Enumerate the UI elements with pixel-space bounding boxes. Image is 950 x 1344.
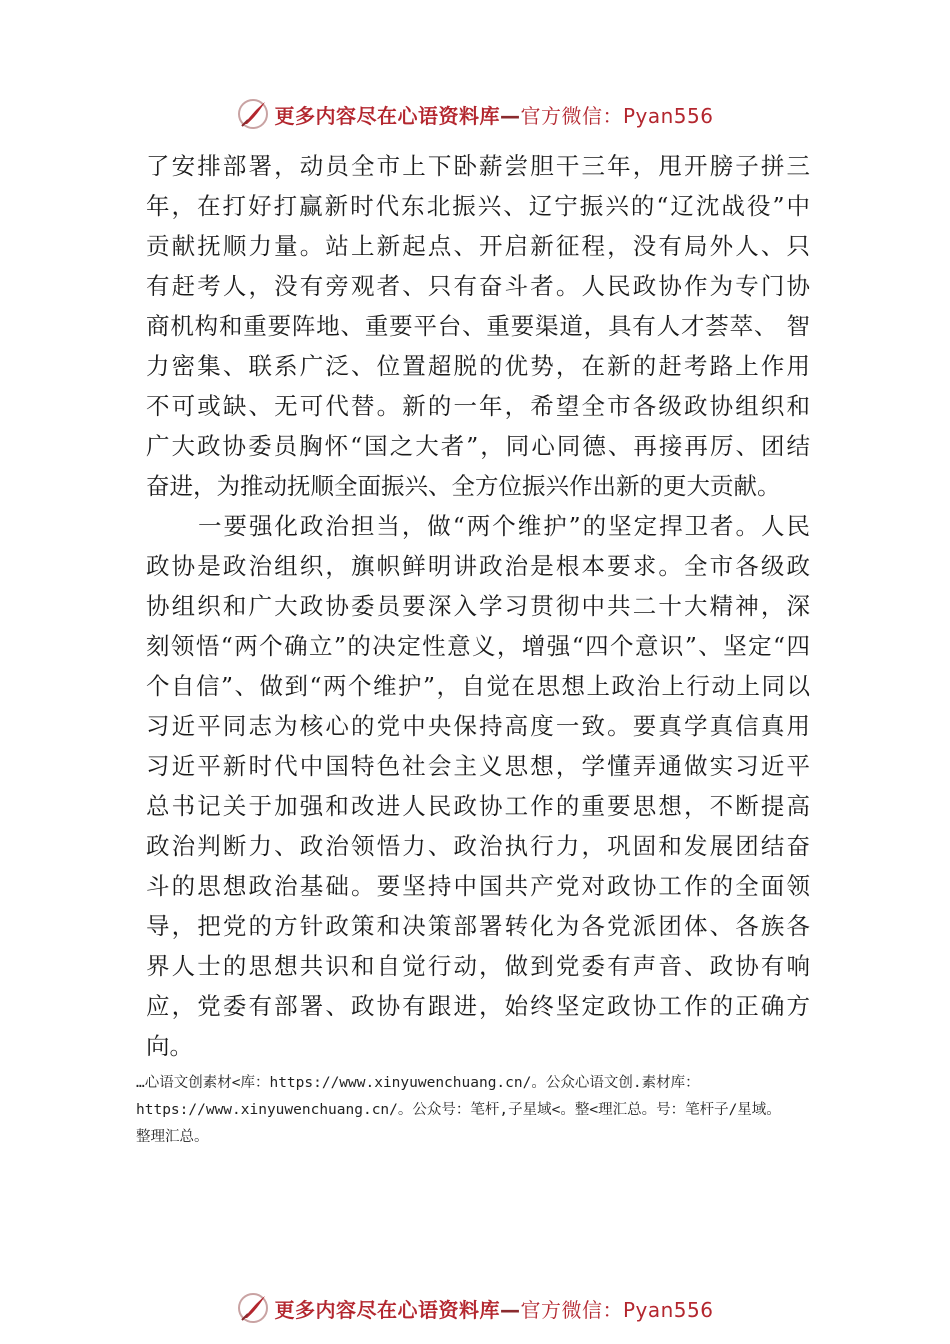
paragraph-line: 年，在打好打赢新时代东北振兴、辽宁振兴的“辽沈战役”中 [146, 192, 810, 220]
paragraph-line: 有赶考人，没有旁观者、只有奋斗者。人民政协作为专门协 [146, 272, 810, 300]
footer-watermark [0, 1290, 950, 1326]
quill-logo-icon [236, 1291, 270, 1325]
watermark-text: 更多内容尽在心语资料库—官方微信：Pyan556 [274, 103, 714, 128]
paragraph-line: 应，党委有部署、政协有跟进，始终坚定政协工作的正确方 [146, 992, 810, 1020]
paragraph-line: 导，把党的方针政策和决策部署转化为各党派团体、各族各 [146, 912, 810, 940]
quill-logo-icon [236, 97, 270, 131]
paragraph-line: 政治判断力、政治领悟力、政治执行力，巩固和发展团结奋 [146, 832, 810, 860]
watermark-text: 更多内容尽在心语资料库—官方微信：Pyan556 [274, 1297, 714, 1322]
paragraph-line: 习近平新时代中国特色社会主义思想，学懂弄通做实习近平 [146, 752, 810, 780]
paragraph-line: 商机构和重要阵地、重要平台、重要渠道，具有人才荟萃、 智 [146, 312, 810, 340]
paragraph-line: 不可或缺、无可代替。新的一年，希望全市各级政协组织和 [146, 392, 810, 420]
paragraph-line: 了安排部署，动员全市上下卧薪尝胆干三年，甩开膀子拼三 [146, 152, 810, 180]
footer-note [136, 1070, 856, 1151]
header-watermark [0, 96, 950, 132]
paragraph-line: 一要强化政治担当，做“两个维护”的坚定捍卫者。人民 [198, 512, 810, 540]
footer-note-line: …心语文创素材<库：https://www.xinyuwenchuang.cn/。公众心语文创.素材库： [136, 1075, 700, 1091]
footer-note-line: https://www.xinyuwenchuang.cn/。公众号：笔杆,子星域<。整<理汇总。号：笔杆子/星域。 [136, 1102, 781, 1118]
document-body [146, 146, 810, 1066]
paragraph-line: 向。 [146, 1032, 193, 1060]
paragraph-line: 贡献抚顺力量。站上新起点、开启新征程，没有局外人、只 [146, 232, 810, 260]
paragraph-line: 界人士的思想共识和自觉行动，做到党委有声音、政协有响 [146, 952, 810, 980]
paragraph-line: 奋进，为推动抚顺全面振兴、全方位振兴作出新的更大贡献。 [146, 472, 781, 500]
footer-note-line: 整理汇总。 [136, 1129, 209, 1145]
paragraph-line: 刻领悟“两个确立”的决定性意义，增强“四个意识”、坚定“四 [146, 632, 810, 660]
paragraph-line: 斗的思想政治基础。要坚持中国共产党对政协工作的全面领 [146, 872, 810, 900]
paragraph-line: 广大政协委员胸怀“国之大者”，同心同德、再接再厉、团结 [146, 432, 810, 460]
paragraph-line: 力密集、联系广泛、位置超脱的优势，在新的赶考路上作用 [146, 352, 810, 380]
paragraph-line: 协组织和广大政协委员要深入学习贯彻中共二十大精神，深 [146, 592, 810, 620]
paragraph-line: 个自信”、做到“两个维护”，自觉在思想上政治上行动上同以 [146, 672, 810, 700]
paragraph-line: 政协是政治组织，旗帜鲜明讲政治是根本要求。全市各级政 [146, 552, 810, 580]
paragraph-line: 总书记关于加强和改进人民政协工作的重要思想，不断提高 [146, 792, 810, 820]
paragraph-line: 习近平同志为核心的党中央保持高度一致。要真学真信真用 [146, 712, 810, 740]
